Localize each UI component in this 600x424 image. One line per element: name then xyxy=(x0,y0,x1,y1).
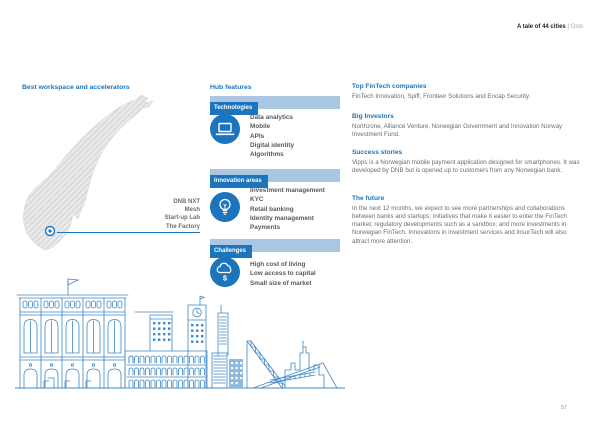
challenge-item: Low access to capital xyxy=(250,270,316,278)
detail-heading: Top FinTech companies xyxy=(352,83,427,90)
detail-heading: Big Investors xyxy=(352,113,394,120)
detail-section-success-stories xyxy=(352,149,582,175)
detail-section-the-future xyxy=(352,195,582,246)
detail-body: Northzone, Alliance Venture, Norwegian Government and Innovation Norway Investment Fund. xyxy=(352,122,563,138)
detail-body: In the next 12 months, we expect to see more partnerships and collaborations between banks and startups; initiatives that make it easier to enter the FinTech market; regulatory developments such as a sandbox; and more investments in Norwegian FinTech. Innovations in investment services and InsurTech will also attract more attention. xyxy=(352,204,567,245)
accelerator-label: DNB NXT xyxy=(173,199,200,205)
detail-heading: Success stories xyxy=(352,149,403,156)
challenge-item: High cost of living xyxy=(250,261,306,268)
svg-text:$: $ xyxy=(222,273,228,283)
accelerator-label: Mesh xyxy=(184,207,200,214)
innovation-area-item: Retail banking xyxy=(250,205,294,213)
section-bar-innovation-areas xyxy=(210,169,340,182)
lightbulb-icon xyxy=(210,192,240,222)
technology-item: Mobile xyxy=(250,123,271,131)
detail-body: FinTech Innovation, Spiff, Fronteer Solutions and Encap Security. xyxy=(352,92,531,100)
technology-item: APIs xyxy=(250,132,265,140)
header-city: Oslo xyxy=(570,24,583,30)
oslo-callout-line xyxy=(57,232,200,233)
report-title: A tale of 44 cities xyxy=(516,24,566,30)
innovation-area-item: Payments xyxy=(250,224,281,232)
running-header xyxy=(517,24,583,30)
hub-heading: Hub features xyxy=(210,84,252,91)
section-bar-label: Technologies xyxy=(210,102,258,115)
section-bar-technologies xyxy=(210,96,340,109)
workspace-heading: Best workspace and accelerators xyxy=(22,84,130,91)
detail-heading: The future xyxy=(352,195,385,202)
innovation-areas-list xyxy=(250,186,345,232)
oslo-map-marker-dot xyxy=(48,229,51,232)
detail-section-big-investors xyxy=(352,113,582,139)
detail-body: Vipps is a Norwegian mobile payment application designed for smartphones. It was developed by DNB but is opened up to customers from any Norwegian bank. xyxy=(352,158,580,174)
accelerator-labels xyxy=(120,198,200,231)
section-bar-label: Challenges xyxy=(210,245,252,258)
accelerator-label: The Factory xyxy=(165,223,200,230)
section-bar-challenges xyxy=(210,239,340,252)
coast-island xyxy=(71,151,76,154)
detail-section-top-fintech xyxy=(352,83,582,101)
challenge-item: Small size of market xyxy=(250,279,312,287)
page-number: 57 xyxy=(560,405,567,411)
technology-item: Algorithms xyxy=(250,151,284,159)
technology-item: Data analytics xyxy=(250,114,293,121)
innovation-area-item: Identity management xyxy=(250,214,314,222)
header-separator: | xyxy=(567,24,569,30)
technologies-list xyxy=(250,113,345,159)
accelerator-label: Start-up Lab xyxy=(164,215,200,222)
innovation-area-item: Investment management xyxy=(250,187,325,194)
technology-item: Digital identity xyxy=(250,141,295,149)
innovation-area-item: KYC xyxy=(250,196,264,204)
laptop-icon xyxy=(210,114,240,144)
section-bar-label: Innovation areas xyxy=(210,175,268,188)
oslo-skyline-illustration xyxy=(15,275,345,393)
coast-island xyxy=(65,158,69,160)
